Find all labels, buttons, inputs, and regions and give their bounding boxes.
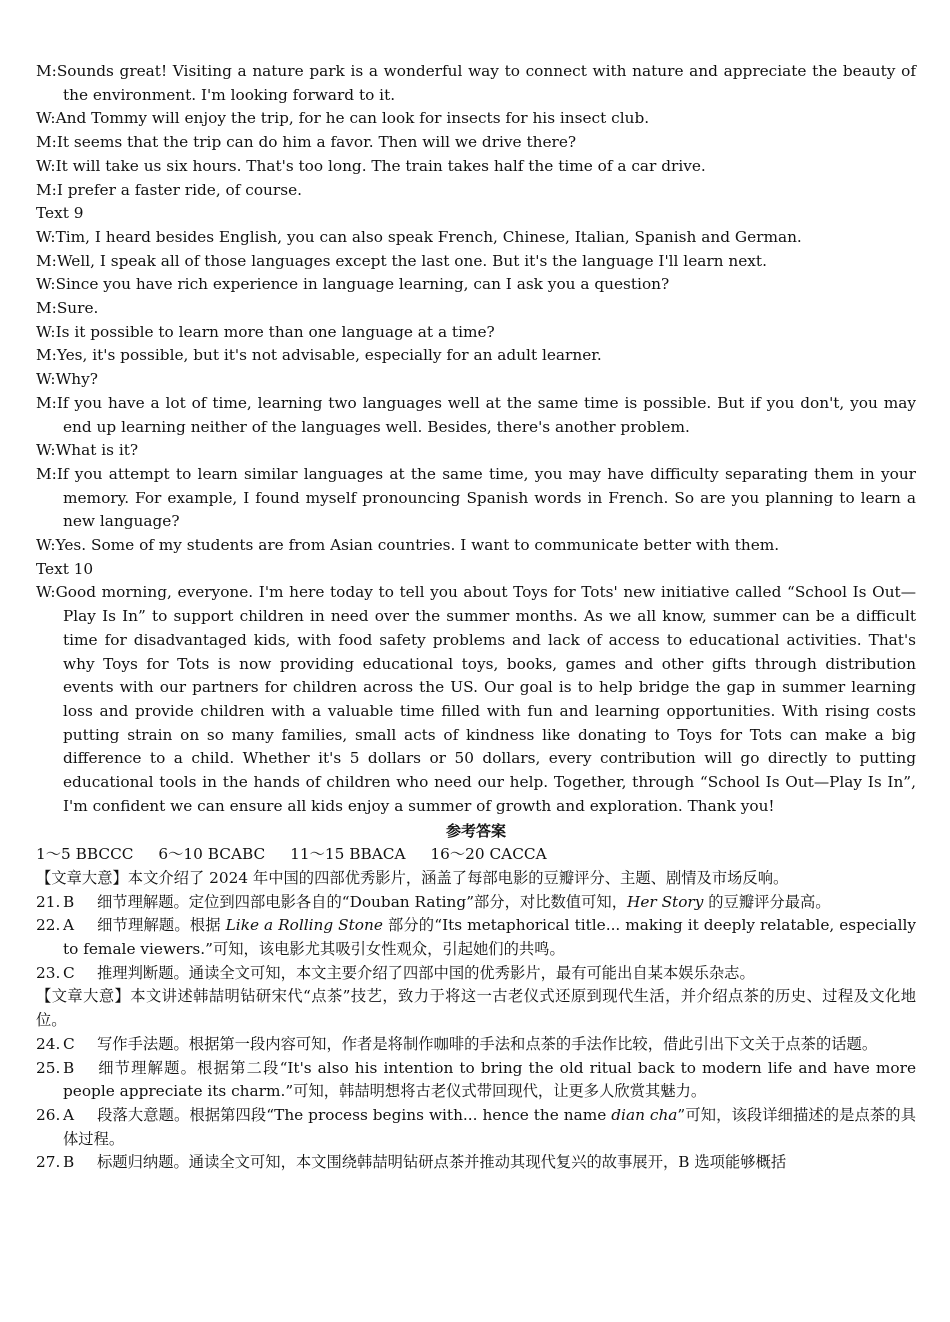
answer-explanation: 22. A 细节理解题。根据 Like a Rolling Stone 部分的“Its metaphorical title... making it deeply relatable, especially to female viewers.”可知，该电影尤其吸引女性观众，引起她们的共鸣。	[36, 916, 916, 959]
answer-explanation: 21. B 细节理解题。定位到四部电影各自的“Douban Rating”部分，对比数值可知，Her Story 的豆瓣评分最高。	[36, 892, 831, 911]
answer-key-row	[36, 843, 916, 867]
answer-explanation: 23. C 推理判断题。通读全文可知，本文主要介绍了四部中国的优秀影片，最有可能出自某本娱乐杂志。	[36, 963, 755, 982]
monologue-text10: W:Good morning, everyone. I'm here today to tell you about Toys for Tots' new initiative called “School Is Out—Play Is In” to support children in need over the summer months. As we all know, summer can be a difficult time for disadvantaged kids, with food safety problems and lack of access to educational activities. That's why Toys for Tots is now providing educational toys, books, games and other gifts through distribution events with our partners for children across the US. Our goal is to help bridge the gap in summer learning loss and provide children with a valuable time filled with fun and learning opportunities. With rising costs putting strain on so many families, small acts of kindness like donating to Toys for Tots can make a big difference to a child. Whether it's 5 dollars or 50 dollars, every contribution will go directly to putting educational tools in the hands of children who need our help. Together, through “School Is Out—Play Is In”, I'm confident we can ensure all kids enjoy a summer of growth and exploration. Thank you!	[36, 583, 916, 815]
article-summary: 【文章大意】本文讲述韩喆明钻研宋代“点茶”技艺，致力于将这一古老仪式还原到现代生活，并介绍点茶的历史、过程及文化地位。	[36, 987, 916, 1030]
text10-label: Text 10	[36, 559, 94, 578]
answer-group: 11～15 BBACA	[290, 845, 406, 864]
dialog-line: M:Sure.	[36, 299, 99, 318]
dialog-line: M:Yes, it's possible, but it's not advisable, especially for an adult learner.	[36, 346, 602, 365]
answer-group: 16～20 CACCA	[430, 845, 547, 864]
dialog-line: W:Why?	[36, 370, 98, 389]
dialog-line: W:And Tommy will enjoy the trip, for he can look for insects for his insect club.	[36, 109, 650, 128]
dialog-line: W:Tim, I heard besides English, you can also speak French, Chinese, Italian, Spanish and German.	[36, 227, 802, 246]
answer-explanation: 27. B 标题归纳题。通读全文可知，本文围绕韩喆明钻研点茶并推动其现代复兴的故事展开，B 选项能够概括	[36, 1153, 787, 1172]
answer-explanation: 26. A 段落大意题。根据第四段“The process begins with... hence the name dian cha”可知，该段详细描述的是点茶的具体过程。	[36, 1105, 916, 1148]
answer-explanation: 24. C 写作手法题。根据第一段内容可知，作者是将制作咖啡的手法和点茶的手法作比较，借此引出下文关于点茶的话题。	[36, 1034, 878, 1053]
dialog-line: W:What is it?	[36, 441, 139, 460]
dialog-text9	[36, 226, 916, 558]
article-summary: 【文章大意】本文介绍了 2024 年中国的四部优秀影片，涵盖了每部电影的豆瓣评分、主题、剧情及市场反响。	[36, 868, 789, 887]
dialog-line: W:It will take us six hours. That's too long. The train takes half the time of a car drive.	[36, 156, 706, 175]
text9-label: Text 9	[36, 204, 84, 223]
dialog-line: W:Yes. Some of my students are from Asian countries. I want to communicate better with them.	[36, 536, 780, 555]
document-page	[36, 60, 916, 1175]
answers-heading: 参考答案	[445, 821, 506, 840]
dialog-line: W:Is it possible to learn more than one language at a time?	[36, 322, 495, 341]
answer-group: 1～5 BBCCC	[36, 845, 134, 864]
answer-explanation: 25. B 细节理解题。根据第二段“It's also his intention to bring the old ritual back to modern life and have more people appreciate its charm.”可知，韩喆明想将古老仪式带回现代，让更多人欣赏其魅力。	[36, 1058, 916, 1101]
dialog-line: M:I prefer a faster ride, of course.	[36, 180, 302, 199]
dialog-line: M:It seems that the trip can do him a favor. Then will we drive there?	[36, 133, 577, 152]
dialog-line: M:Well, I speak all of those languages except the last one. But it's the language I'll learn next.	[36, 251, 767, 270]
answer-group: 6～10 BCABC	[158, 845, 266, 864]
dialog-line: M:Sounds great! Visiting a nature park is a wonderful way to connect with nature and appreciate the beauty of the environment. I'm looking forward to it.	[36, 62, 916, 104]
dialog-line: M:If you have a lot of time, learning two languages well at the same time is possible. But if you don't, you may end up learning neither of the languages well. Besides, there's another problem.	[36, 393, 916, 436]
dialog-line: W:Since you have rich experience in language learning, can I ask you a question?	[36, 275, 670, 294]
dialog-text8-end	[36, 60, 916, 202]
dialog-line: M:If you attempt to learn similar languages at the same time, you may have difficulty separating them in your memory. For example, I found myself pronouncing Spanish words in French. So are you planning to learn a new language?	[36, 464, 916, 531]
